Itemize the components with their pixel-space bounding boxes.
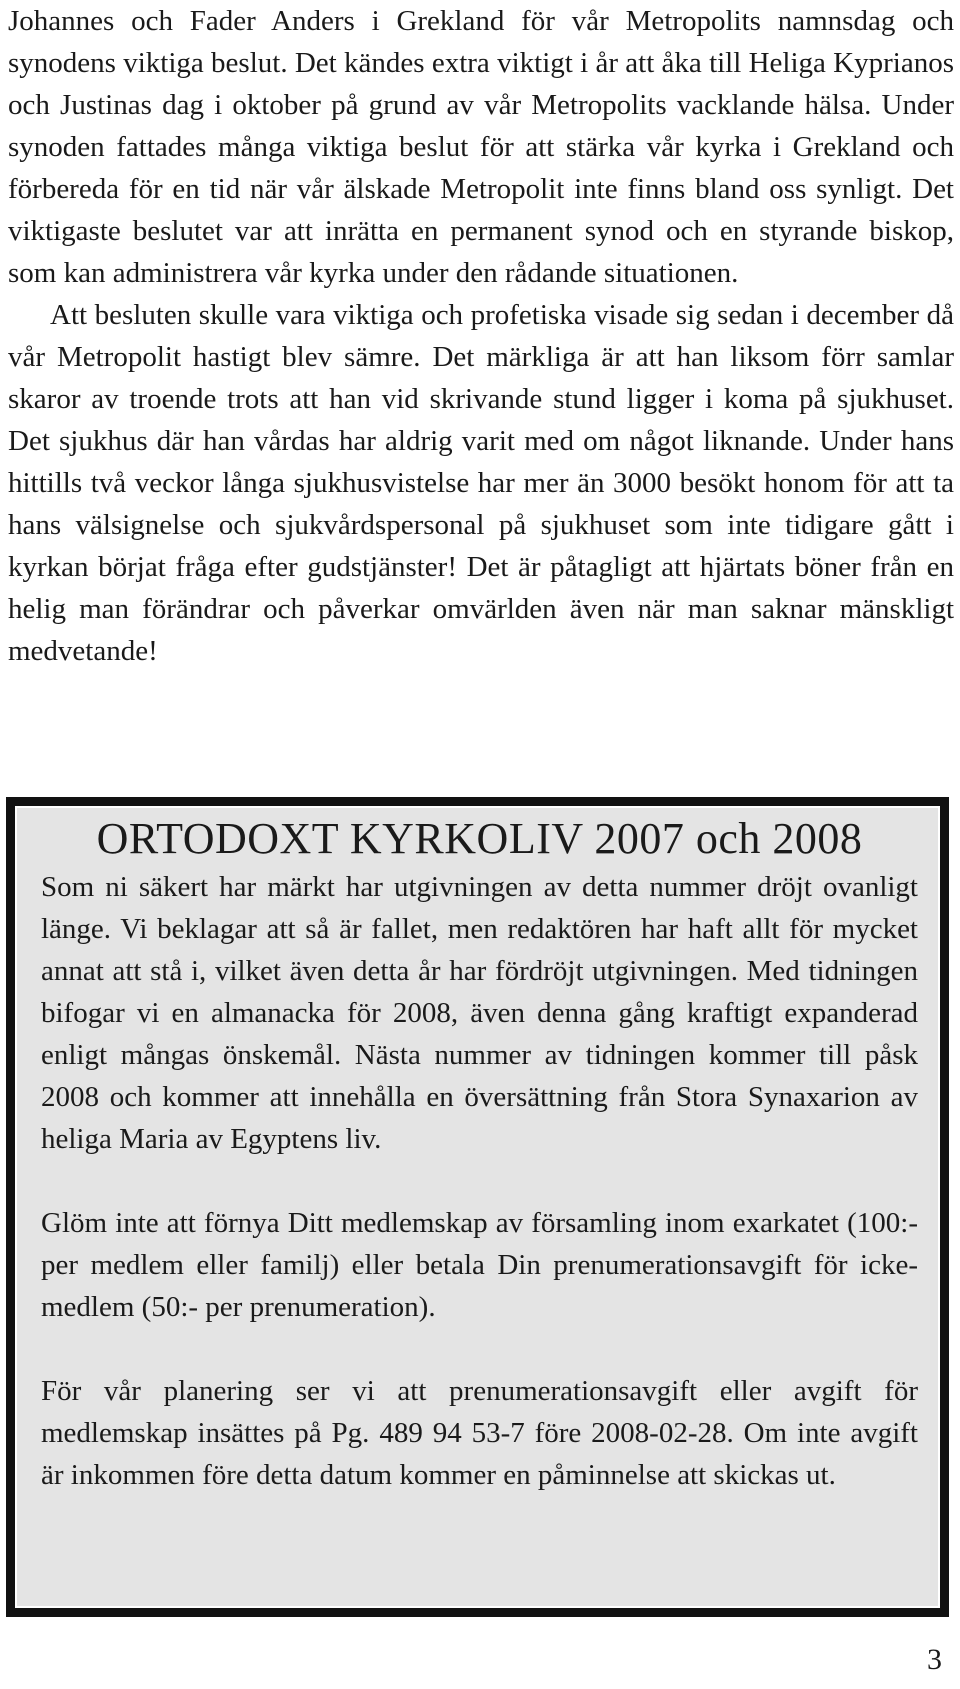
notice-box xyxy=(6,797,949,1617)
page-number: 3 xyxy=(927,1643,942,1676)
article-paragraph: Johannes och Fader Anders i Grekland för vår Metropolits namnsdag och synodens viktiga beslut. Det kändes extra viktigt i år att åka till Heliga Kyprianos och Justinas dag i oktober på grund av vår Metropolits vacklande hälsa. Under synoden fattades många viktiga beslut för att stärka vår kyrka i Grekland och förbereda för en tid när vår älskade Metropolit inte finns bland oss synligt. Det viktigaste beslutet var att inrätta en permanent synod och en styrande biskop, som kan administrera vår kyrka under den rådande situationen. xyxy=(8,5,954,289)
notice-paragraph: Glöm inte att förnya Ditt medlemskap av församling inom exarkatet (100:- per medlem eller familj) eller betala Din prenumerationsavgift för icke-medlem (50:- per prenumeration). xyxy=(41,1207,918,1323)
notice-paragraph: För vår planering ser vi att prenumerationsavgift eller avgift för medlemskap insättes på Pg. 489 94 53-7 före 2008-02-28. Om inte avgift är inkommen före detta datum kommer en påminnelse att skickas ut. xyxy=(41,1375,918,1491)
notice-panel xyxy=(15,806,940,1608)
article xyxy=(8,0,954,672)
notice-title: ORTODOXT KYRKOLIV 2007 och 2008 xyxy=(96,814,863,863)
article-paragraph: Att besluten skulle vara viktiga och profetiska visade sig sedan i december då vår Metropolit hastigt blev sämre. Det märkliga är att han liksom förr samlar skaror av troende trots att han vid skrivande stund ligger i koma på sjukhuset. Det sjukhus där han vårdas har aldrig varit med om något liknande. Under hans hittills två veckor långa sjukhusvistelse har mer än 3000 besökt honom för att ta hans välsignelse och sjukvårdspersonal på sjukhuset som inte tidigare gått i kyrkan börjat fråga efter gudstjänster! Det är påtagligt att hjärtats böner från en helig man förändrar och påverkar omvärlden även när man saknar mänskligt medvetande! xyxy=(8,299,954,667)
notice-paragraph: Som ni säkert har märkt har utgivningen av detta nummer dröjt ovanligt länge. Vi beklagar att så är fallet, men redaktören har haft allt för mycket annat att stå i, vilket även detta år har fördröjt utgivningen. Med tidningen bifogar vi en almanacka för 2008, även denna gång kraftigt expanderad enligt mångas önskemål. Nästa nummer av tidningen kommer till påsk 2008 och kommer att innehålla en översättning från Stora Synaxarion av heliga Maria av Egyptens liv. xyxy=(41,871,918,1155)
